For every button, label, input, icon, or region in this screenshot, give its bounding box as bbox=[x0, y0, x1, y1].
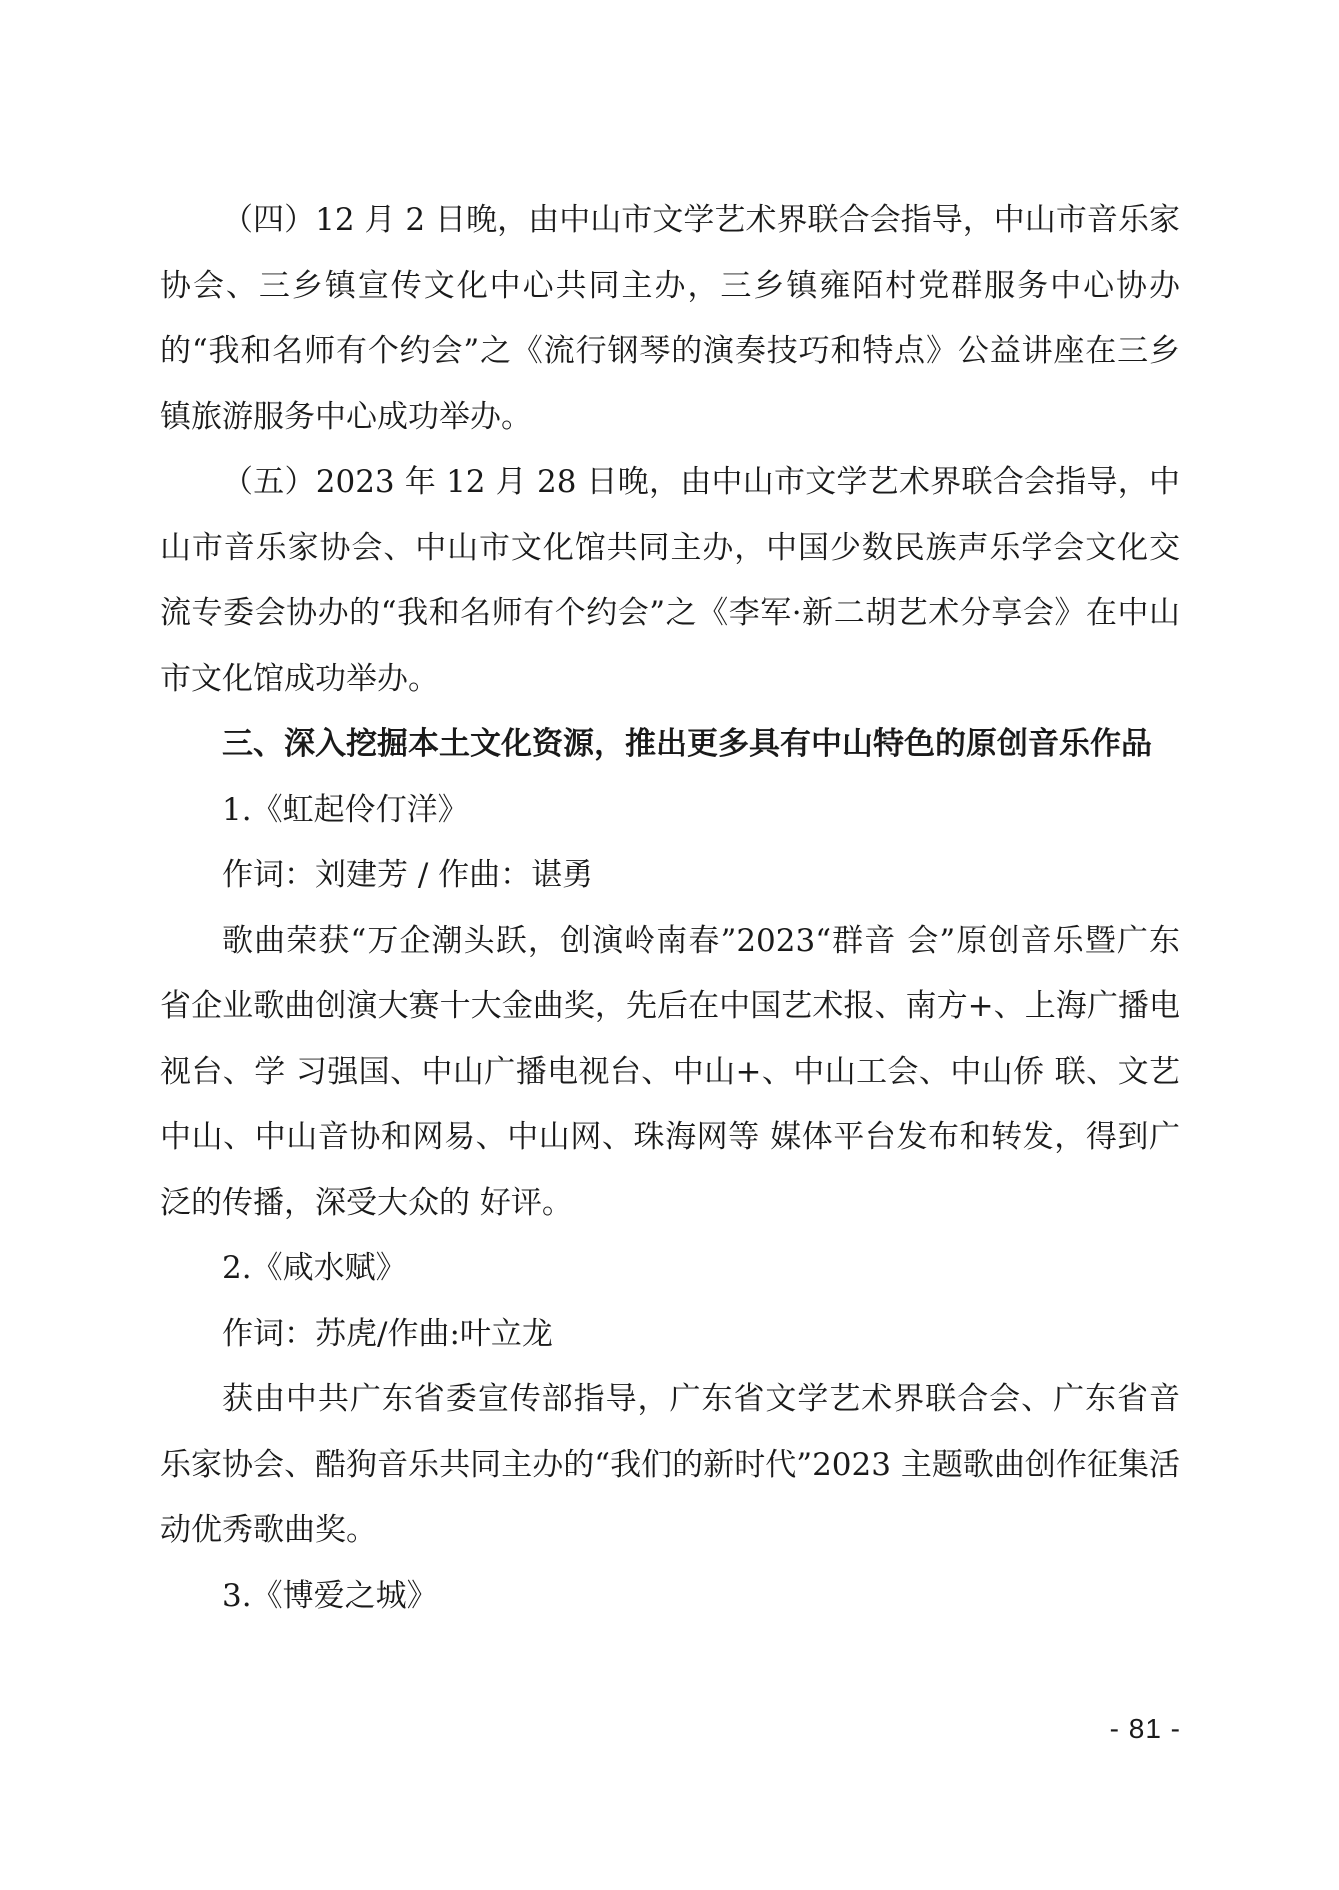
section-heading: 三、深入挖掘本土文化资源，推出更多具有中山特色的原创音乐作品 bbox=[222, 726, 1152, 762]
song-credit-1: 作词：刘建芳 / 作曲：谌勇 bbox=[222, 857, 594, 893]
song-description-2: 获由中共广东省委宣传部指导，广东省文学艺术界联合会、广东省音乐家协会、酷狗音乐共同主办的“我们的新时代”2023 主题歌曲创作征集活动优秀歌曲奖。 bbox=[160, 1381, 1180, 1548]
song-title-1: 1.《虹起伶仃洋》 bbox=[222, 791, 469, 828]
paragraph-event-4: （四）12 月 2 日晚，由中山市文学艺术界联合会指导，中山市音乐家协会、三乡镇宣传文化中心共同主办，三乡镇雍陌村党群服务中心协办的“我和名师有个约会”之《流行钢琴的演奏技巧和特点》公益讲座在三乡镇旅游服务中心成功举办。 bbox=[160, 202, 1180, 435]
song-title-3: 3.《博爱之城》 bbox=[222, 1577, 438, 1614]
song-description-1: 歌曲荣获“万企潮头跃，创演岭南春”2023“群音 会”原创音乐暨广东省企业歌曲创演大赛十大金曲奖，先后在中国艺术报、南方+、上海广播电视台、学 习强国、中山广播电视台、中山+、中山工会、中山侨 联、文艺中山、中山音协和网易、中山网、珠海网等 媒体平台发布和转发，得到广泛的传播，深受大众的 好评。 bbox=[160, 922, 1180, 1221]
document-body bbox=[160, 188, 1180, 1629]
page-number: - 81 - bbox=[1109, 1713, 1181, 1744]
song-title-2: 2.《咸水赋》 bbox=[222, 1250, 407, 1286]
paragraph-event-5: （五）2023 年 12 月 28 日晚，由中山市文学艺术界联合会指导，中山市音乐家协会、中山市文化馆共同主办，中国少数民族声乐学会文化交流专委会协办的“我和名师有个约会”之《李军·新二胡艺术分享会》在中山市文化馆成功举办。 bbox=[160, 464, 1180, 697]
song-credit-2: 作词：苏虎/作曲:叶立龙 bbox=[222, 1315, 553, 1352]
